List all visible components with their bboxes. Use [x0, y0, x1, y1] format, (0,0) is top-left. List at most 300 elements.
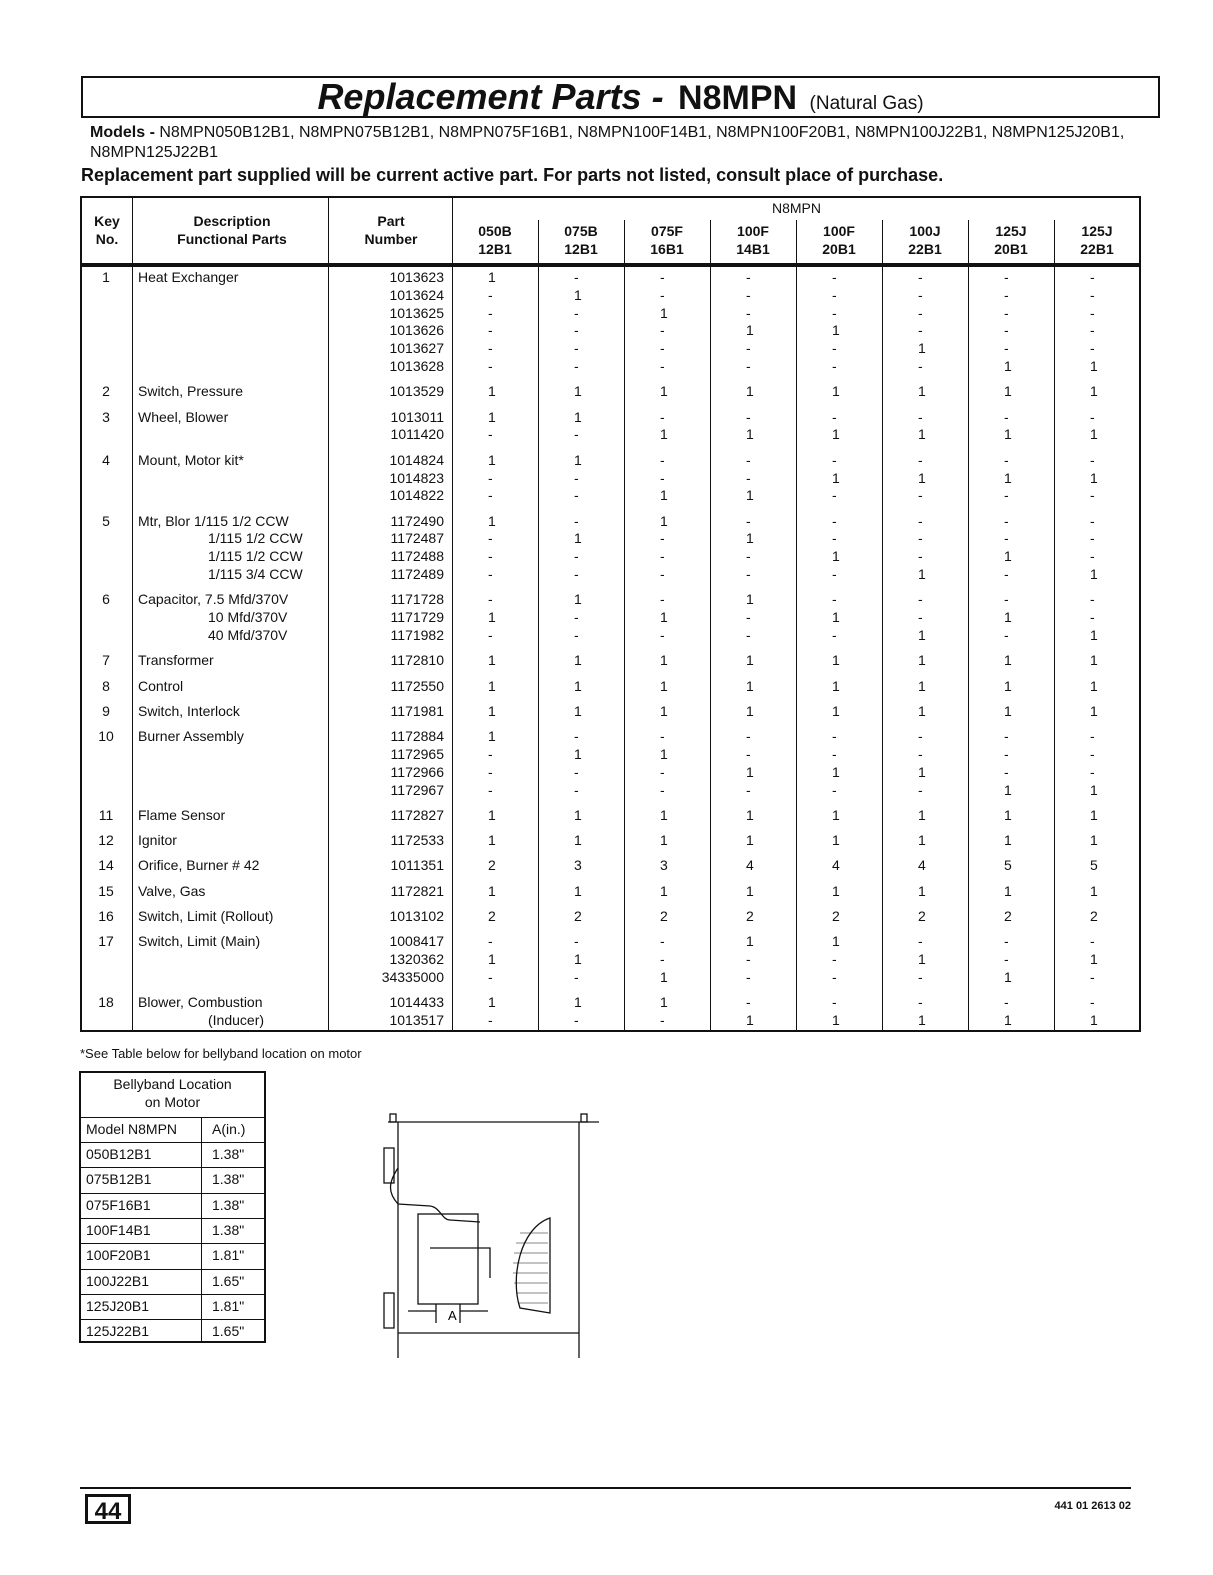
quantity-cell: - — [1004, 408, 1009, 425]
model-column-header-line: 12B1 — [478, 241, 512, 257]
part-number: 1172821 — [390, 882, 444, 899]
quantity-cell: - — [574, 512, 579, 529]
column-divider — [452, 198, 453, 1030]
quantity-cell: - — [1090, 591, 1095, 608]
page-title — [81, 76, 1160, 118]
quantity-cell: - — [1004, 745, 1009, 762]
key-number: 4 — [102, 451, 110, 468]
quantity-cell: 1 — [1090, 426, 1098, 443]
quantity-cell: - — [574, 968, 579, 985]
part-description: 1/115 1/2 CCW — [208, 548, 303, 565]
quantity-cell: 1 — [746, 487, 754, 504]
quantity-cell: 1 — [746, 702, 754, 719]
part-header — [330, 212, 452, 248]
bellyband-model: 075F16B1 — [86, 1196, 151, 1213]
quantity-cell: - — [746, 269, 751, 285]
quantity-cell: - — [488, 591, 493, 608]
models-text: N8MPN050B12B1, N8MPN075B12B1, N8MPN075F16B1, N8MPN100F14B1, N8MPN100F20B1, N8MPN100J22B1, N8MPN125J20B1, N8MPN125J22B1 — [90, 124, 1125, 161]
model-column-header-line: 22B1 — [908, 241, 942, 257]
quantity-cell: - — [1090, 728, 1095, 745]
quantity-cell: - — [1004, 626, 1009, 643]
quantity-cell: - — [918, 728, 923, 745]
quantity-cell: 1 — [918, 426, 926, 443]
quantity-cell: - — [832, 408, 837, 425]
quantity-cell: 1 — [918, 951, 926, 968]
quantity-cell: 1 — [574, 994, 582, 1011]
quantity-cell: - — [832, 781, 837, 798]
quantity-cell: 1 — [918, 1012, 926, 1028]
part-number: 1011351 — [390, 857, 444, 874]
quantity-cell: - — [918, 591, 923, 608]
quantity-cell: 1 — [574, 652, 582, 669]
quantity-cell: 1 — [1090, 383, 1098, 400]
quantity-cell: - — [660, 322, 665, 339]
quantity-cell: 1 — [1004, 781, 1012, 798]
quantity-cell: 1 — [1004, 882, 1012, 899]
part-number: 1172884 — [390, 728, 444, 745]
quantity-cell: - — [746, 994, 751, 1011]
quantity-cell: 1 — [1004, 806, 1012, 823]
quantity-cell: - — [574, 358, 579, 374]
quantity-cell: - — [1004, 322, 1009, 339]
bellyband-a-value: 1.81" — [212, 1297, 245, 1314]
quantity-cell: 1 — [660, 383, 668, 400]
quantity-cell: - — [660, 340, 665, 357]
model-column-header — [538, 222, 624, 258]
quantity-cell: - — [660, 763, 665, 780]
part-description: Transformer — [138, 652, 214, 669]
bellyband-header-row — [81, 1117, 264, 1143]
quantity-cell: - — [488, 968, 493, 985]
desc-header-line1: Description — [193, 213, 271, 229]
diagram-shaft — [430, 1248, 490, 1278]
quantity-cell: 1 — [488, 609, 496, 626]
quantity-cell: 3 — [660, 857, 668, 874]
quantity-cell: - — [574, 1012, 579, 1028]
quantity-cell: 1 — [574, 383, 582, 400]
quantity-cell: - — [918, 269, 923, 285]
quantity-cell: - — [488, 304, 493, 321]
quantity-cell: - — [660, 269, 665, 285]
quantity-cell: - — [660, 591, 665, 608]
part-number: 1171729 — [390, 609, 444, 626]
document-number: 441 01 2613 02 — [1054, 1500, 1131, 1512]
quantity-cell: - — [574, 487, 579, 504]
quantity-cell: - — [1004, 566, 1009, 582]
key-number: 5 — [102, 512, 110, 529]
quantity-cell: - — [918, 609, 923, 626]
quantity-cell: - — [1090, 512, 1095, 529]
bellyband-a-value: 1.38" — [212, 1196, 245, 1213]
quantity-cell: - — [574, 728, 579, 745]
part-description: Switch, Pressure — [138, 383, 244, 400]
diagram-label-a: A — [448, 1308, 457, 1323]
model-column-header-line: 16B1 — [650, 241, 684, 257]
quantity-cell: 1 — [1004, 832, 1012, 849]
quantity-cell: 2 — [488, 908, 496, 924]
bellyband-col-model: Model N8MPN — [86, 1121, 178, 1137]
bellyband-a-value: 1.38" — [212, 1171, 245, 1188]
key-number: 14 — [98, 857, 114, 874]
quantity-cell: - — [918, 358, 923, 374]
model-column-header-line: 100F — [737, 223, 769, 239]
blower-diagram — [370, 1108, 610, 1360]
quantity-cell: - — [746, 626, 751, 643]
bellyband-a-value: 1.38" — [212, 1146, 245, 1162]
column-divider — [1054, 220, 1055, 1030]
column-divider — [538, 220, 539, 1030]
quantity-cell: - — [1004, 994, 1009, 1011]
quantity-cell: 1 — [574, 408, 582, 425]
quantity-cell: - — [574, 322, 579, 339]
quantity-cell: 1 — [918, 626, 926, 643]
quantity-cell: 1 — [832, 832, 840, 849]
bellyband-row — [81, 1294, 264, 1320]
quantity-cell: 1 — [746, 677, 754, 694]
key-number: 10 — [98, 728, 114, 745]
quantity-cell: 1 — [660, 426, 668, 443]
quantity-cell: - — [660, 781, 665, 798]
bellyband-title-line1: Bellyband Location — [113, 1076, 232, 1092]
quantity-cell: - — [574, 781, 579, 798]
quantity-cell: 2 — [660, 908, 668, 924]
quantity-cell: 1 — [918, 340, 926, 357]
quantity-cell: - — [918, 286, 923, 303]
part-description: Blower, Combustion — [138, 994, 263, 1011]
bellyband-title-line2: on Motor — [144, 1094, 201, 1110]
quantity-cell: - — [1004, 304, 1009, 321]
model-column-header-line: 050B — [478, 223, 512, 239]
quantity-cell: 2 — [1004, 908, 1012, 924]
quantity-cell: - — [1004, 728, 1009, 745]
quantity-cell: - — [488, 548, 493, 565]
quantity-cell: 1 — [488, 512, 496, 529]
quantity-cell: 1 — [918, 469, 926, 486]
quantity-cell: 1 — [1004, 1012, 1012, 1028]
quantity-cell: 1 — [832, 548, 840, 565]
quantity-cell: - — [1004, 763, 1009, 780]
bellyband-model: 100J22B1 — [86, 1272, 150, 1289]
quantity-cell: 1 — [746, 1012, 754, 1028]
model-column-header-line: 125J — [995, 223, 1027, 239]
bellyband-model: 125J22B1 — [86, 1323, 150, 1340]
quantity-cell: 1 — [1004, 968, 1012, 985]
part-description: Ignitor — [138, 832, 177, 849]
part-number: 1172827 — [390, 806, 444, 823]
key-number: 16 — [98, 908, 114, 924]
model-column-header-line: 075F — [651, 223, 683, 239]
quantity-cell: - — [1090, 340, 1095, 357]
part-description: Switch, Limit (Main) — [138, 933, 261, 950]
model-column-header-line: 20B1 — [822, 241, 856, 257]
quantity-cell: 1 — [746, 322, 754, 339]
bellyband-row — [81, 1218, 264, 1244]
quantity-cell: - — [918, 451, 923, 468]
quantity-cell: 1 — [832, 677, 840, 694]
part-description: Switch, Limit (Rollout) — [138, 908, 274, 924]
model-column-header — [710, 222, 796, 258]
quantity-cell: 1 — [574, 702, 582, 719]
quantity-cell: - — [1004, 591, 1009, 608]
quantity-cell: - — [1090, 451, 1095, 468]
quantity-cell: - — [746, 304, 751, 321]
quantity-cell: - — [918, 512, 923, 529]
quantity-cell: 1 — [574, 530, 582, 547]
column-divider — [132, 198, 133, 1030]
part-number: 1013623 — [389, 269, 444, 285]
part-description: 10 Mfd/370V — [208, 609, 288, 626]
bellyband-a-value: 1.65" — [212, 1272, 245, 1289]
bellyband-model: 050B12B1 — [86, 1146, 152, 1162]
quantity-cell: 1 — [1090, 677, 1098, 694]
model-column-header — [452, 222, 538, 258]
part-number: 1013624 — [389, 286, 444, 303]
quantity-cell: - — [488, 487, 493, 504]
quantity-cell: 1 — [488, 702, 496, 719]
quantity-cell: - — [488, 781, 493, 798]
bellyband-model: 125J20B1 — [86, 1297, 150, 1314]
part-number: 1172533 — [390, 832, 444, 849]
part-description: Mount, Motor kit* — [138, 451, 244, 468]
quantity-cell: - — [746, 358, 751, 374]
quantity-cell: - — [918, 304, 923, 321]
quantity-cell: 1 — [660, 512, 668, 529]
quantity-cell: - — [1004, 269, 1009, 285]
quantity-cell: 1 — [1004, 677, 1012, 694]
bellyband-row — [81, 1269, 264, 1295]
bellyband-row — [81, 1167, 264, 1193]
quantity-cell: 1 — [660, 609, 668, 626]
quantity-cell: - — [918, 781, 923, 798]
quantity-cell: 1 — [918, 677, 926, 694]
quantity-cell: - — [488, 426, 493, 443]
quantity-cell: - — [1090, 487, 1095, 504]
quantity-cell: - — [1090, 968, 1095, 985]
diagram-motor — [418, 1214, 478, 1304]
key-number: 12 — [98, 832, 114, 849]
bellyband-a-value: 1.38" — [212, 1221, 245, 1238]
desc-header-line2: Functional Parts — [177, 231, 287, 247]
part-description: Flame Sensor — [138, 806, 226, 823]
quantity-cell: - — [660, 286, 665, 303]
quantity-cell: 1 — [1004, 469, 1012, 486]
quantity-cell: - — [832, 340, 837, 357]
quantity-cell: 1 — [1004, 609, 1012, 626]
quantity-cell: - — [1090, 408, 1095, 425]
diagram-bracket-left — [390, 1114, 396, 1122]
quantity-cell: 1 — [746, 933, 754, 950]
part-number: 1172967 — [390, 781, 444, 798]
quantity-cell: 1 — [746, 652, 754, 669]
quantity-cell: 1 — [1090, 882, 1098, 899]
quantity-cell: - — [746, 286, 751, 303]
key-number: 3 — [102, 408, 110, 425]
quantity-cell: 1 — [832, 322, 840, 339]
quantity-cell: 1 — [1090, 566, 1098, 582]
quantity-cell: 1 — [574, 451, 582, 468]
bellyband-table — [79, 1071, 266, 1343]
part-number: 1013102 — [389, 908, 444, 924]
part-description: 1/115 3/4 CCW — [208, 566, 303, 582]
desc-header — [134, 212, 330, 248]
bellyband-title — [81, 1075, 264, 1111]
quantity-cell: 1 — [488, 882, 496, 899]
bellyband-model: 100F14B1 — [86, 1221, 151, 1238]
diagram-bracket-right — [581, 1114, 587, 1122]
quantity-cell: - — [660, 408, 665, 425]
quantity-cell: 1 — [488, 832, 496, 849]
part-description: Mtr, Blor 1/115 1/2 CCW — [138, 512, 289, 529]
part-number: 1172965 — [390, 745, 444, 762]
quantity-cell: 1 — [1090, 951, 1098, 968]
quantity-cell: - — [660, 548, 665, 565]
quantity-cell: 1 — [746, 832, 754, 849]
quantity-cell: 1 — [488, 451, 496, 468]
quantity-cell: - — [746, 728, 751, 745]
part-number: 1013627 — [389, 340, 444, 357]
quantity-cell: - — [918, 994, 923, 1011]
quantity-cell: 1 — [832, 426, 840, 443]
quantity-cell: 1 — [746, 806, 754, 823]
quantity-cell: - — [832, 304, 837, 321]
quantity-cell: - — [488, 933, 493, 950]
quantity-cell: 1 — [488, 408, 496, 425]
quantity-cell: - — [488, 566, 493, 582]
quantity-cell: - — [746, 408, 751, 425]
quantity-cell: - — [488, 286, 493, 303]
quantity-cell: - — [746, 745, 751, 762]
quantity-cell: - — [918, 530, 923, 547]
quantity-cell: 1 — [832, 882, 840, 899]
model-column-header — [882, 222, 968, 258]
key-number: 1 — [102, 269, 110, 285]
part-description: Switch, Interlock — [138, 702, 240, 719]
part-number: 1008417 — [389, 933, 444, 950]
quantity-cell: 1 — [574, 951, 582, 968]
quantity-cell: 2 — [1090, 908, 1098, 924]
quantity-cell: - — [832, 728, 837, 745]
quantity-cell: - — [832, 512, 837, 529]
model-column-header-line: 12B1 — [564, 241, 598, 257]
quantity-cell: 1 — [660, 882, 668, 899]
diagram-mount-lower — [384, 1293, 394, 1328]
model-column-header-line: 125J — [1081, 223, 1113, 239]
quantity-cell: 1 — [574, 591, 582, 608]
quantity-cell: 4 — [746, 857, 754, 874]
quantity-cell: - — [574, 269, 579, 285]
bellyband-col-a: A(in.) — [212, 1121, 246, 1137]
key-number: 6 — [102, 591, 110, 608]
part-number: 1014823 — [389, 469, 444, 486]
key-header-line2: No. — [95, 231, 119, 247]
column-divider — [328, 198, 329, 1030]
quantity-cell: 1 — [660, 994, 668, 1011]
part-number: 1172489 — [390, 566, 444, 582]
quantity-cell: 1 — [660, 968, 668, 985]
quantity-cell: - — [574, 426, 579, 443]
quantity-cell: 2 — [746, 908, 754, 924]
quantity-cell: - — [746, 469, 751, 486]
quantity-cell: - — [746, 951, 751, 968]
key-number: 18 — [98, 994, 114, 1011]
quantity-cell: - — [1090, 530, 1095, 547]
quantity-cell: - — [1090, 548, 1095, 565]
key-number: 9 — [102, 702, 110, 719]
quantity-cell: - — [1004, 487, 1009, 504]
column-divider — [968, 220, 969, 1030]
bellyband-a-value: 1.65" — [212, 1323, 245, 1340]
quantity-cell: - — [746, 512, 751, 529]
title-model: N8MPN — [678, 79, 798, 117]
model-column-header — [624, 222, 710, 258]
bellyband-row — [81, 1193, 264, 1219]
quantity-cell: 1 — [660, 832, 668, 849]
quantity-cell: 1 — [832, 609, 840, 626]
bellyband-row — [81, 1319, 264, 1345]
quantity-cell: 1 — [574, 677, 582, 694]
quantity-cell: 1 — [832, 933, 840, 950]
quantity-cell: 1 — [1090, 469, 1098, 486]
quantity-cell: 1 — [574, 882, 582, 899]
page-number: 44 — [85, 1494, 131, 1524]
quantity-cell: - — [832, 487, 837, 504]
quantity-cell: 1 — [918, 566, 926, 582]
column-divider — [624, 220, 625, 1030]
quantity-cell: - — [1090, 286, 1095, 303]
part-number: 1011420 — [390, 426, 444, 443]
model-column-header-line: 100F — [823, 223, 855, 239]
quantity-cell: - — [1090, 304, 1095, 321]
part-number: 1320362 — [389, 951, 444, 968]
diagram-wheel — [516, 1218, 550, 1313]
quantity-cell: - — [488, 469, 493, 486]
part-description: (Inducer) — [208, 1012, 265, 1028]
quantity-cell: 1 — [1090, 781, 1098, 798]
quantity-cell: 1 — [1004, 652, 1012, 669]
quantity-cell: 3 — [574, 857, 582, 874]
part-description: Wheel, Blower — [138, 408, 229, 425]
quantity-cell: - — [488, 745, 493, 762]
quantity-cell: - — [832, 286, 837, 303]
quantity-cell: - — [1004, 340, 1009, 357]
model-column-header — [1054, 222, 1140, 258]
model-column-header-line: 14B1 — [736, 241, 770, 257]
part-number: 1172550 — [390, 677, 444, 694]
key-header-line1: Key — [94, 213, 120, 229]
quantity-cell: - — [1090, 763, 1095, 780]
quantity-cell: - — [1004, 951, 1009, 968]
key-number: 15 — [98, 882, 114, 899]
parts-table — [80, 196, 1141, 1032]
quantity-cell: 1 — [746, 383, 754, 400]
quantity-cell: 1 — [832, 652, 840, 669]
quantity-cell: 1 — [746, 426, 754, 443]
quantity-cell: - — [746, 781, 751, 798]
quantity-cell: - — [746, 548, 751, 565]
quantity-cell: 2 — [832, 908, 840, 924]
part-number: 1014433 — [389, 994, 444, 1011]
quantity-cell: 4 — [918, 857, 926, 874]
quantity-cell: 1 — [488, 652, 496, 669]
quantity-cell: 1 — [1090, 358, 1098, 374]
model-column-header-line: 100J — [909, 223, 941, 239]
quantity-cell: 1 — [832, 469, 840, 486]
quantity-cell: - — [918, 487, 923, 504]
quantity-cell: - — [832, 951, 837, 968]
key-number: 8 — [102, 677, 110, 694]
bellyband-row — [81, 1243, 264, 1269]
part-number: 1172488 — [390, 548, 444, 565]
